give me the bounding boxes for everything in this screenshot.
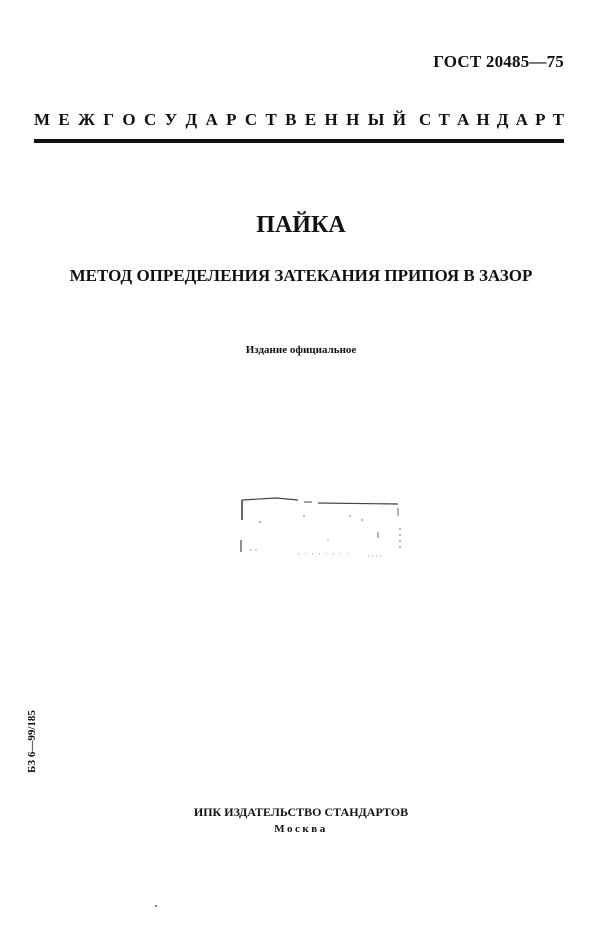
header-rule	[34, 139, 564, 143]
header-letter: Р	[535, 110, 546, 129]
header-letter: Ж	[78, 110, 95, 129]
header-letter: А	[456, 110, 470, 129]
header-letter: Ы	[367, 110, 385, 129]
header-letter: Н	[476, 110, 490, 129]
faded-stamp	[238, 494, 404, 564]
publisher-name: ИПК ИЗДАТЕЛЬСТВО СТАНДАРТОВ	[193, 805, 409, 819]
header-letter: Т	[265, 110, 277, 129]
header-letter: А	[515, 110, 528, 129]
header-letter: У	[164, 110, 178, 129]
header-letter: Т	[552, 110, 564, 129]
side-code: БЗ 6—99/185	[26, 710, 38, 773]
header-letter: А	[205, 110, 218, 129]
header-letter: М	[34, 110, 51, 129]
header-letter: Д	[496, 110, 509, 129]
header-letter: С	[143, 110, 157, 129]
header-letter: Д	[185, 110, 198, 129]
edition-label: Издание официальное	[245, 344, 357, 356]
header-letter: Н	[346, 110, 360, 129]
header-letter: Р	[226, 110, 237, 129]
header-letter: Г	[103, 110, 115, 129]
header-letter: Е	[304, 110, 317, 129]
scan-speck	[155, 905, 157, 907]
header-letter: Е	[58, 110, 70, 129]
header-letter: О	[122, 110, 136, 129]
document-subtitle: МЕТОД ОПРЕДЕЛЕНИЯ ЗАТЕКАНИЯ ПРИПОЯ В ЗАЗОР	[69, 266, 533, 285]
header-letter: Й	[392, 110, 406, 129]
gost-number: ГОСТ 20485—75	[433, 52, 564, 71]
header-letter: Н	[324, 110, 338, 129]
header-word-interstate	[34, 110, 406, 130]
header-letter: С	[244, 110, 258, 129]
header-letter: В	[285, 110, 297, 129]
header-letter: С	[419, 110, 432, 129]
publisher-city: Москва	[274, 823, 328, 835]
interstate-standard-header	[34, 110, 564, 130]
header-word-standard	[419, 110, 564, 130]
header-letter: Т	[438, 110, 450, 129]
document-title: ПАЙКА	[256, 212, 346, 238]
